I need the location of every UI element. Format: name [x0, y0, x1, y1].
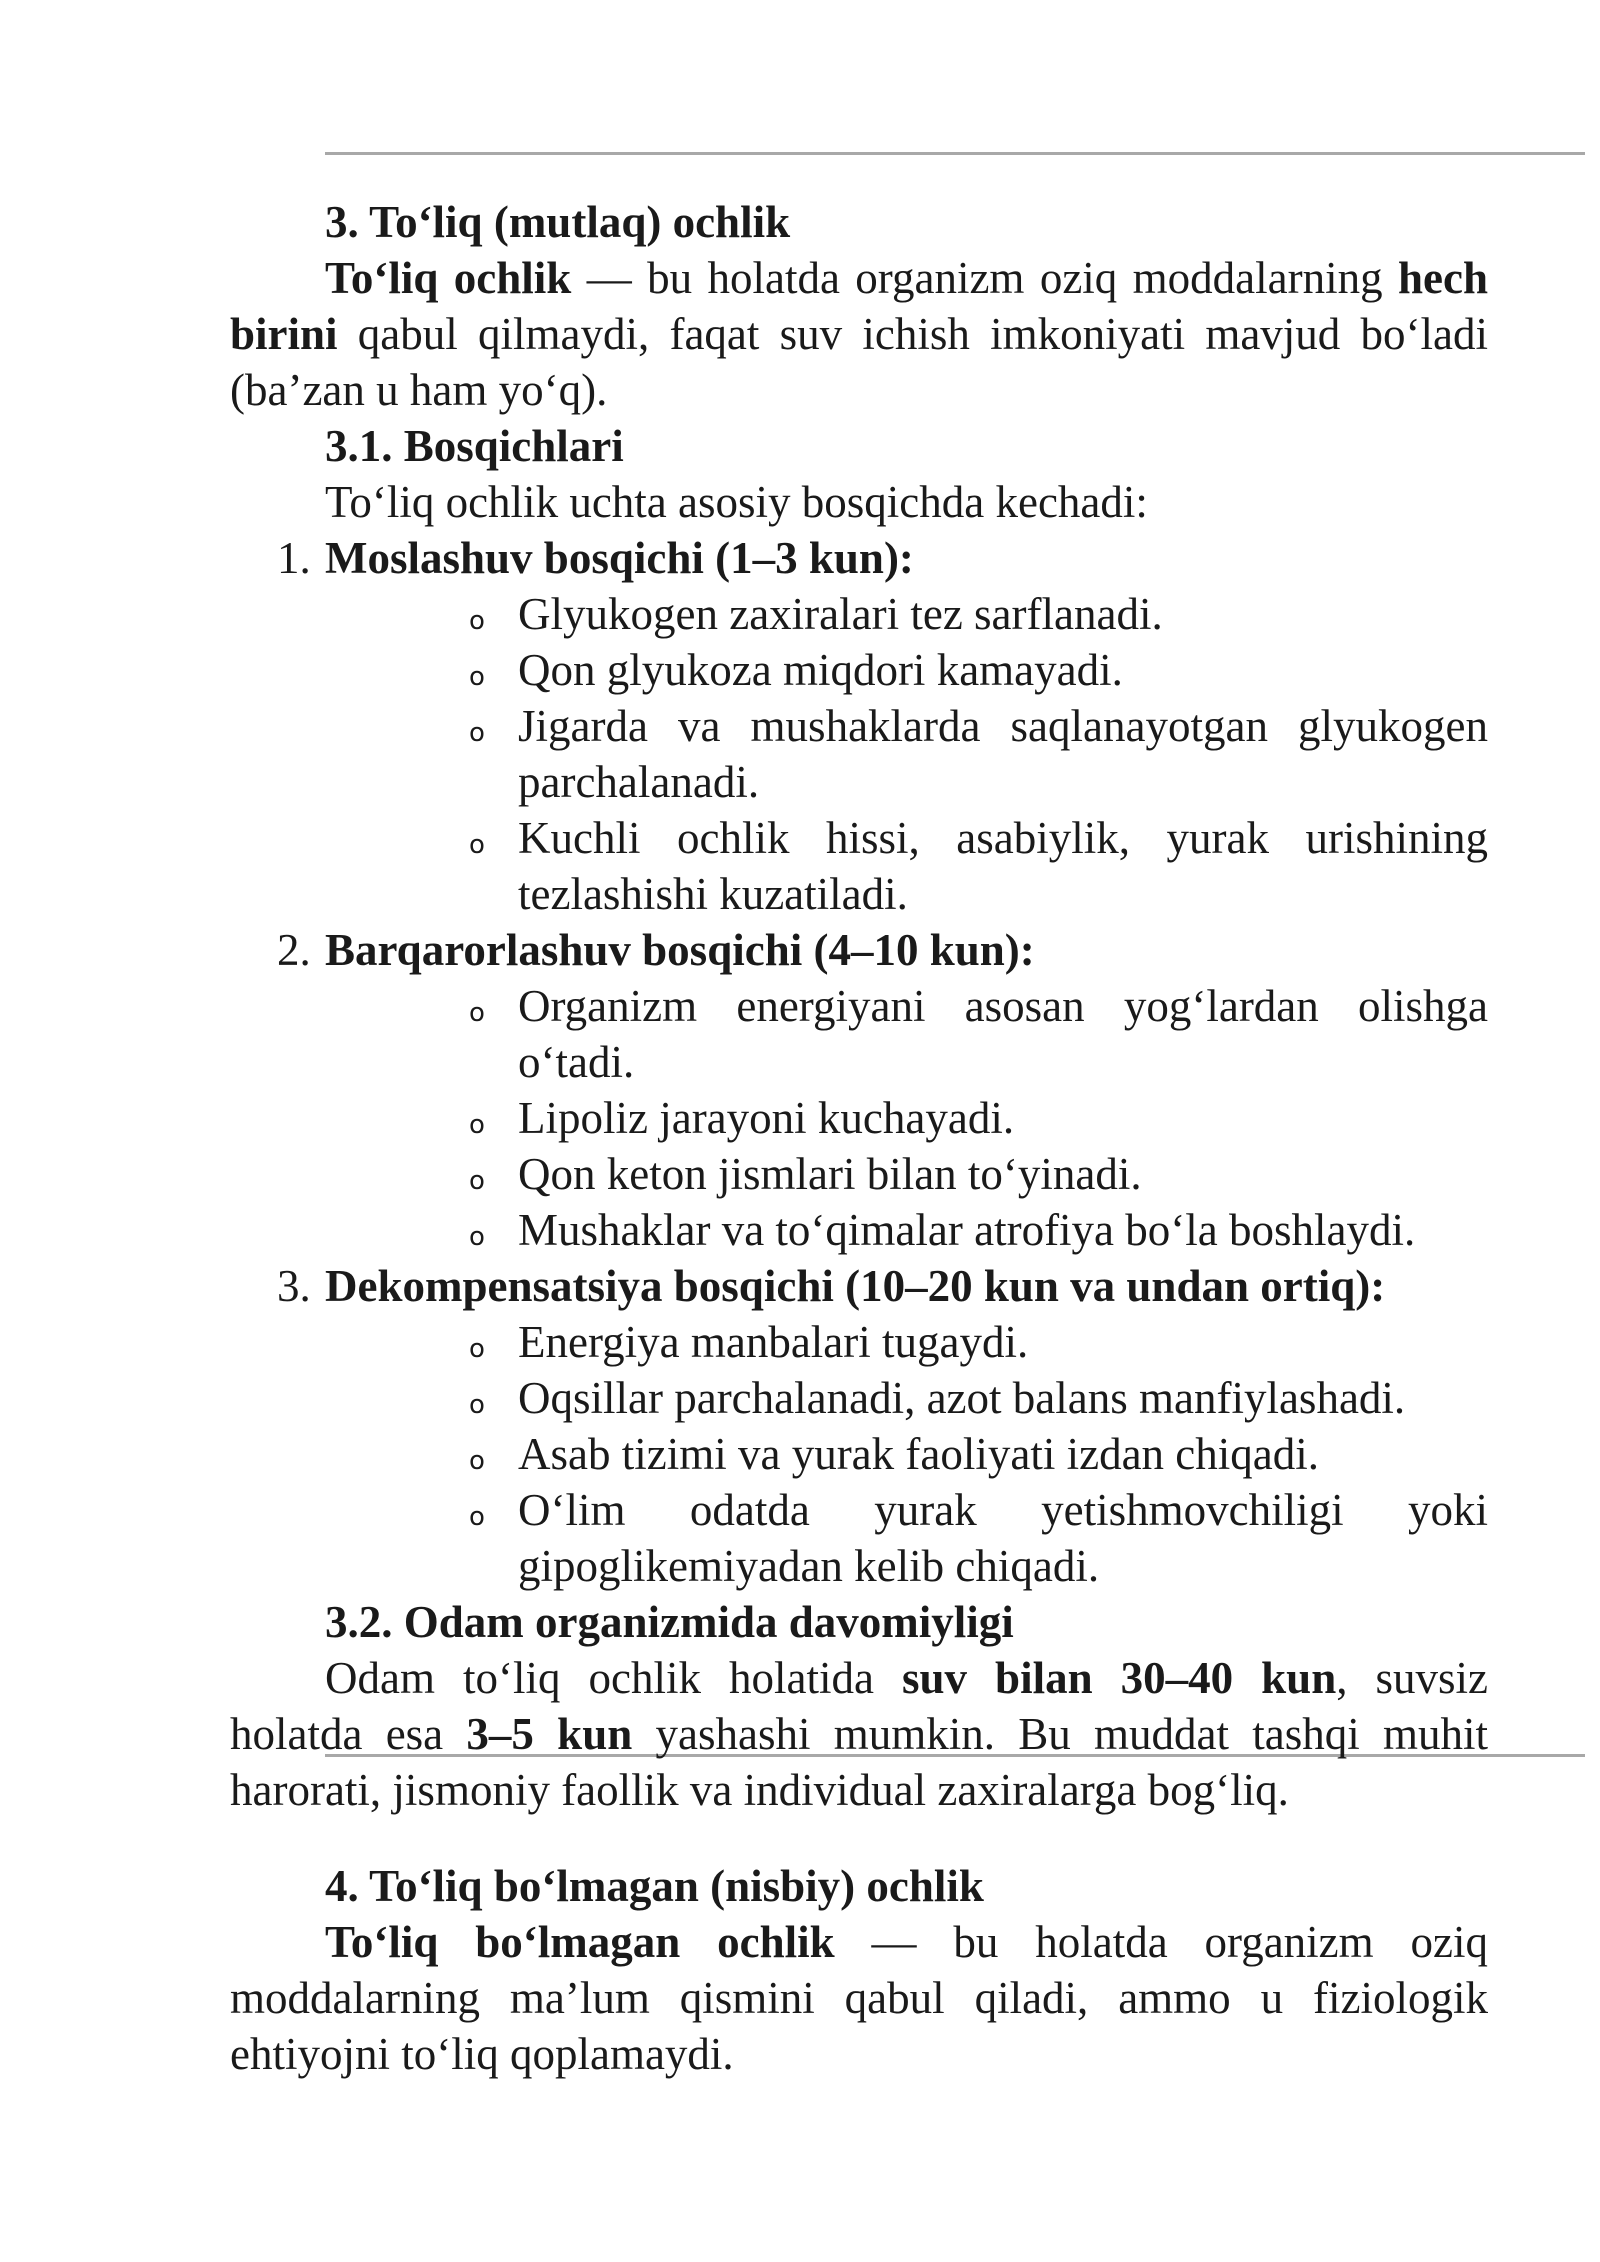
stage-item	[230, 1258, 1488, 1594]
bullet-item: o Energiya manbalari tugaydi.	[325, 1314, 1488, 1370]
bullet-circle-icon: o	[469, 1390, 485, 1420]
stage-title: Dekompensatsiya bosqichi (10–20 kun va undan ortiq):	[325, 1261, 1386, 1311]
bullet-item: o Kuchli ochlik hissi, asabiylik, yurak urishining tezlashishi kuzatiladi.	[469, 813, 1488, 919]
stage-bullets	[325, 1314, 1488, 1594]
stage-title: Moslashuv bosqichi (1–3 kun):	[325, 533, 914, 583]
bullet-circle-icon: o	[469, 1222, 485, 1252]
stages-list	[230, 530, 1488, 1594]
stage-title: Barqarorlashuv bosqichi (4–10 kun):	[325, 925, 1035, 975]
bullet-item: o Mushaklar va to‘qimalar atrofiya bo‘la boshlaydi.	[325, 1202, 1488, 1258]
subsection-3-1-heading: 3.1. Bosqichlari	[325, 421, 624, 471]
stage-number: 3.	[277, 1261, 311, 1311]
definition-term: To‘liq bo‘lmagan ochlik	[325, 1917, 835, 1967]
bullet-circle-icon: o	[469, 1166, 485, 1196]
document-body	[230, 194, 1488, 2082]
stage-number: 1.	[277, 533, 311, 583]
bullet-circle-icon: o	[469, 718, 485, 748]
stage-item	[230, 530, 1488, 922]
bullet-circle-icon: o	[469, 1110, 485, 1140]
bullet-circle-icon: o	[469, 998, 485, 1028]
bullet-item: o Oqsillar parchalanadi, azot balans manfiylashadi.	[325, 1370, 1488, 1426]
bullet-item: o Qon keton jismlari bilan to‘yinadi.	[325, 1146, 1488, 1202]
top-divider	[325, 152, 1585, 155]
definition-term: To‘liq ochlik	[325, 253, 572, 303]
section4-definition: To‘liq bo‘lmagan ochlik — bu holatda organizm oziq moddalarning ma’lum qismini qabul qiladi, ammo u fiziologik ehtiyojni to‘liq qoplamaydi.	[230, 1917, 1488, 2079]
section4-heading: 4. To‘liq bo‘lmagan (nisbiy) ochlik	[325, 1861, 984, 1911]
bullet-item: o Organizm energiyani asosan yog‘lardan olishga o‘tadi.	[469, 981, 1488, 1087]
bullet-circle-icon: o	[469, 1334, 485, 1364]
definition-emphasis: hech birini	[230, 253, 1488, 359]
section-gap	[230, 1818, 1488, 1858]
bullet-item: o O‘lim odatda yurak yetishmovchiligi yoki gipoglikemiyadan kelib chiqadi.	[469, 1485, 1488, 1591]
section3-definition: To‘liq ochlik — bu holatda organizm oziq moddalarning hech birini qabul qilmaydi, faqat suv ichish imkoniyati mavjud bo‘ladi (ba’zan u ham yo‘q).	[230, 253, 1488, 415]
stages-intro: To‘liq ochlik uchta asosiy bosqichda kechadi:	[325, 477, 1148, 527]
bullet-item: o Jigarda va mushaklarda saqlanayotgan glyukogen parchalanadi.	[469, 701, 1488, 807]
stage-item	[230, 922, 1488, 1258]
bullet-circle-icon: o	[469, 662, 485, 692]
section3-heading: 3. To‘liq (mutlaq) ochlik	[325, 197, 791, 247]
duration-paragraph: Odam to‘liq ochlik holatida suv bilan 30–40 kun, suvsiz holatda esa 3–5 kun yashashi mumkin. Bu muddat tashqi muhit harorati, jismoniy faollik va individual zaxiralarga bog‘liq.	[230, 1653, 1489, 1815]
bullet-item: o Qon glyukoza miqdori kamayadi.	[325, 642, 1488, 698]
stage-bullets	[325, 978, 1488, 1258]
bullet-circle-icon: o	[469, 1502, 485, 1532]
stage-bullets	[325, 586, 1488, 922]
bullet-item: o Glyukogen zaxiralari tez sarflanadi.	[325, 586, 1488, 642]
bullet-item: o Lipoliz jarayoni kuchayadi.	[325, 1090, 1488, 1146]
bullet-circle-icon: o	[469, 830, 485, 860]
bullet-circle-icon: o	[469, 606, 485, 636]
stage-number: 2.	[277, 925, 311, 975]
subsection-3-2-heading: 3.2. Odam organizmida davomiyligi	[325, 1597, 1014, 1647]
bullet-item: o Asab tizimi va yurak faoliyati izdan chiqadi.	[325, 1426, 1488, 1482]
bullet-circle-icon: o	[469, 1446, 485, 1476]
